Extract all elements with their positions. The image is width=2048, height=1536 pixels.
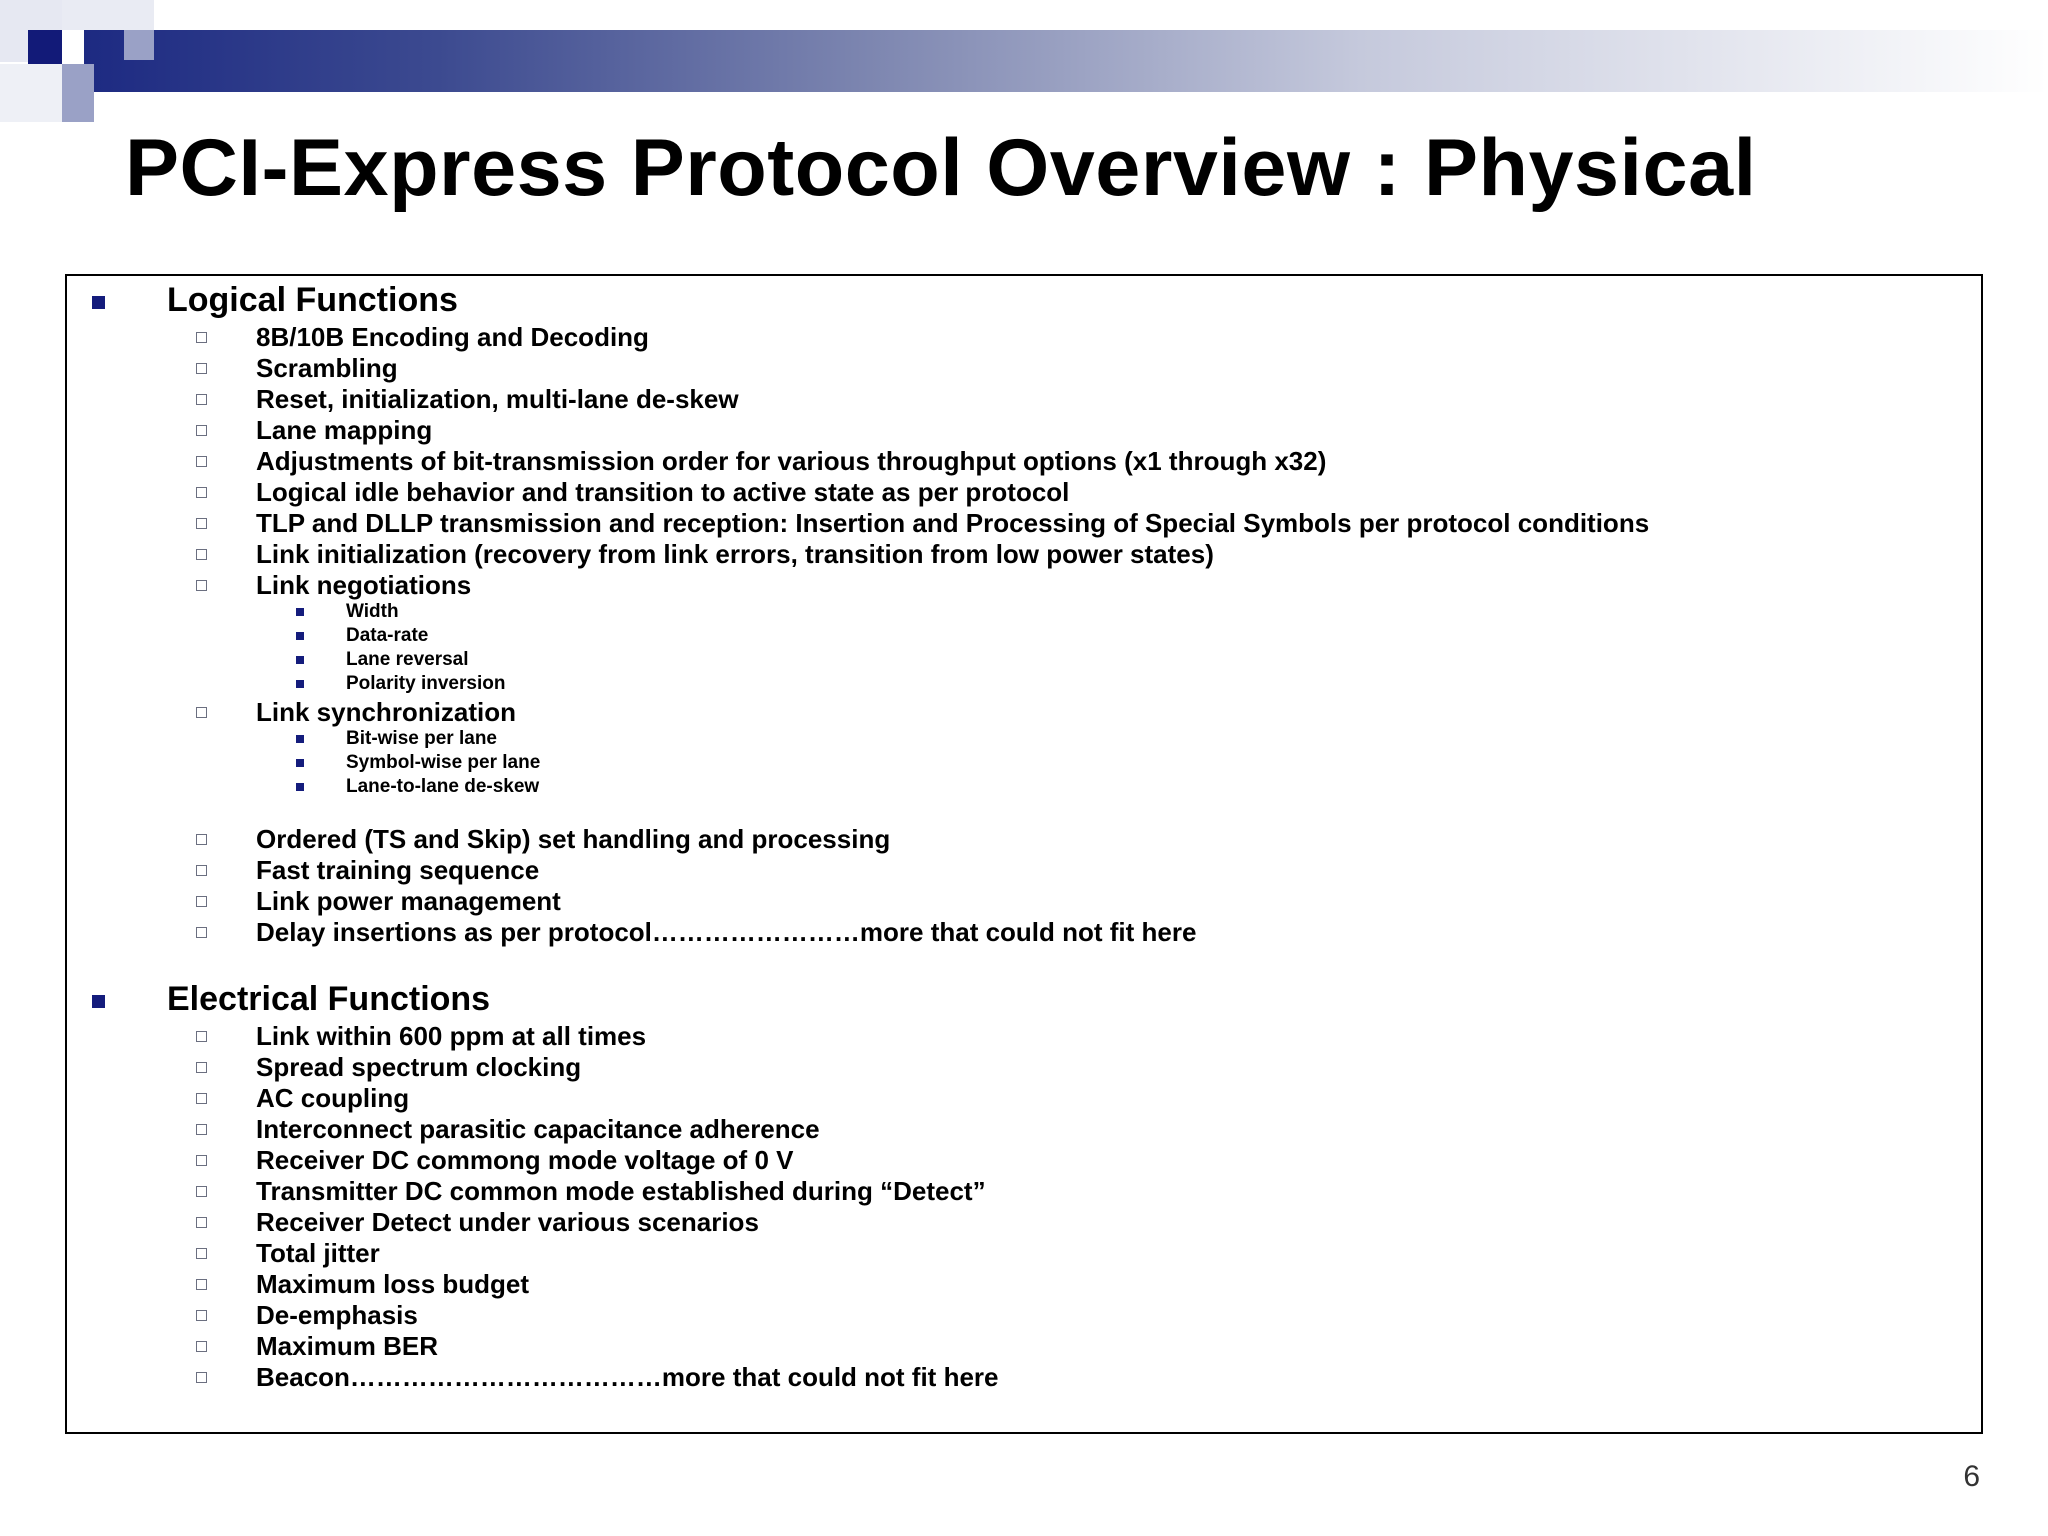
list-item: Beacon………………………………more that could not fit here — [256, 1362, 999, 1392]
list-item: Adjustments of bit-transmission order for various throughput options (x1 through x32) — [256, 446, 1327, 476]
list-item: Reset, initialization, multi-lane de-skew — [256, 384, 739, 414]
list-item: Ordered (TS and Skip) set handling and processing — [256, 824, 891, 854]
list-item: Lane mapping — [256, 415, 433, 445]
list-item: Total jitter — [256, 1238, 380, 1268]
list-item: Link negotiations — [256, 570, 472, 600]
sub-list-item: Bit-wise per lane — [346, 728, 497, 749]
bullet-small-square-icon — [296, 680, 304, 688]
list-item: Link initialization (recovery from link errors, transition from low power states) — [256, 539, 1214, 569]
list-item: Interconnect parasitic capacitance adherence — [256, 1114, 820, 1144]
sub-list-item: Lane-to-lane de-skew — [346, 776, 540, 797]
list-item: AC coupling — [256, 1083, 410, 1113]
bullet-hollow-square-icon — [196, 896, 207, 907]
bullet-hollow-square-icon — [196, 1248, 207, 1259]
header-decor-square — [62, 94, 94, 122]
bullet-hollow-square-icon — [196, 834, 207, 845]
bullet-small-square-icon — [296, 632, 304, 640]
header-decor-square — [124, 30, 154, 60]
bullet-hollow-square-icon — [196, 580, 207, 591]
bullet-hollow-square-icon — [196, 1124, 207, 1135]
list-item: Maximum BER — [256, 1331, 439, 1361]
bullet-small-square-icon — [296, 783, 304, 791]
list-item: TLP and DLLP transmission and reception: Insertion and Processing of Special Symbols per protocol conditions — [256, 508, 1650, 538]
bullet-hollow-square-icon — [196, 865, 207, 876]
bullet-small-square-icon — [296, 608, 304, 616]
bullet-hollow-square-icon — [196, 1031, 207, 1042]
bullet-hollow-square-icon — [196, 1186, 207, 1197]
bullet-hollow-square-icon — [196, 332, 207, 343]
header-decor-square — [0, 64, 62, 122]
sub-list-item: Symbol-wise per lane — [346, 752, 541, 773]
bullet-hollow-square-icon — [196, 1155, 207, 1166]
list-item: Receiver Detect under various scenarios — [256, 1207, 759, 1237]
header-decor-square — [28, 30, 62, 64]
bullet-hollow-square-icon — [196, 549, 207, 560]
list-item: Spread spectrum clocking — [256, 1052, 582, 1082]
header-decor-square — [62, 0, 154, 30]
bullet-small-square-icon — [296, 735, 304, 743]
list-item: Transmitter DC common mode established during “Detect” — [256, 1176, 986, 1206]
bullet-hollow-square-icon — [196, 425, 207, 436]
header-gradient-band — [84, 30, 2048, 92]
bullet-hollow-square-icon — [196, 1062, 207, 1073]
list-item: Fast training sequence — [256, 855, 540, 885]
bullet-hollow-square-icon — [196, 394, 207, 405]
bullet-hollow-square-icon — [196, 487, 207, 498]
section-heading-electrical: Electrical Functions — [167, 980, 491, 1018]
list-item: 8B/10B Encoding and Decoding — [256, 322, 649, 352]
bullet-square-icon — [92, 995, 105, 1008]
bullet-square-icon — [92, 296, 105, 309]
list-item: De-emphasis — [256, 1300, 418, 1330]
bullet-small-square-icon — [296, 759, 304, 767]
list-item: Logical idle behavior and transition to active state as per protocol — [256, 477, 1070, 507]
bullet-hollow-square-icon — [196, 1093, 207, 1104]
list-item: Link within 600 ppm at all times — [256, 1021, 647, 1051]
bullet-hollow-square-icon — [196, 363, 207, 374]
bullet-hollow-square-icon — [196, 1310, 207, 1321]
section-heading-logical: Logical Functions — [167, 281, 458, 319]
bullet-small-square-icon — [296, 656, 304, 664]
list-item: Scrambling — [256, 353, 398, 383]
bullet-hollow-square-icon — [196, 1341, 207, 1352]
list-item: Maximum loss budget — [256, 1269, 530, 1299]
list-item: Link synchronization — [256, 697, 517, 727]
bullet-hollow-square-icon — [196, 456, 207, 467]
sub-list-item: Width — [346, 601, 399, 622]
page-number: 6 — [1963, 1460, 1980, 1493]
list-item: Receiver DC commong mode voltage of 0 V — [256, 1145, 794, 1175]
bullet-hollow-square-icon — [196, 707, 207, 718]
slide-title: PCI-Express Protocol Overview : Physical — [125, 123, 1757, 213]
sub-list-item: Lane reversal — [346, 649, 469, 670]
list-item: Link power management — [256, 886, 561, 916]
bullet-hollow-square-icon — [196, 518, 207, 529]
bullet-hollow-square-icon — [196, 927, 207, 938]
bullet-hollow-square-icon — [196, 1372, 207, 1383]
bullet-hollow-square-icon — [196, 1217, 207, 1228]
sub-list-item: Polarity inversion — [346, 673, 506, 694]
bullet-hollow-square-icon — [196, 1279, 207, 1290]
sub-list-item: Data-rate — [346, 625, 429, 646]
list-item: Delay insertions as per protocol……………………more that could not fit here — [256, 917, 1197, 947]
header-decor-square — [62, 64, 94, 94]
